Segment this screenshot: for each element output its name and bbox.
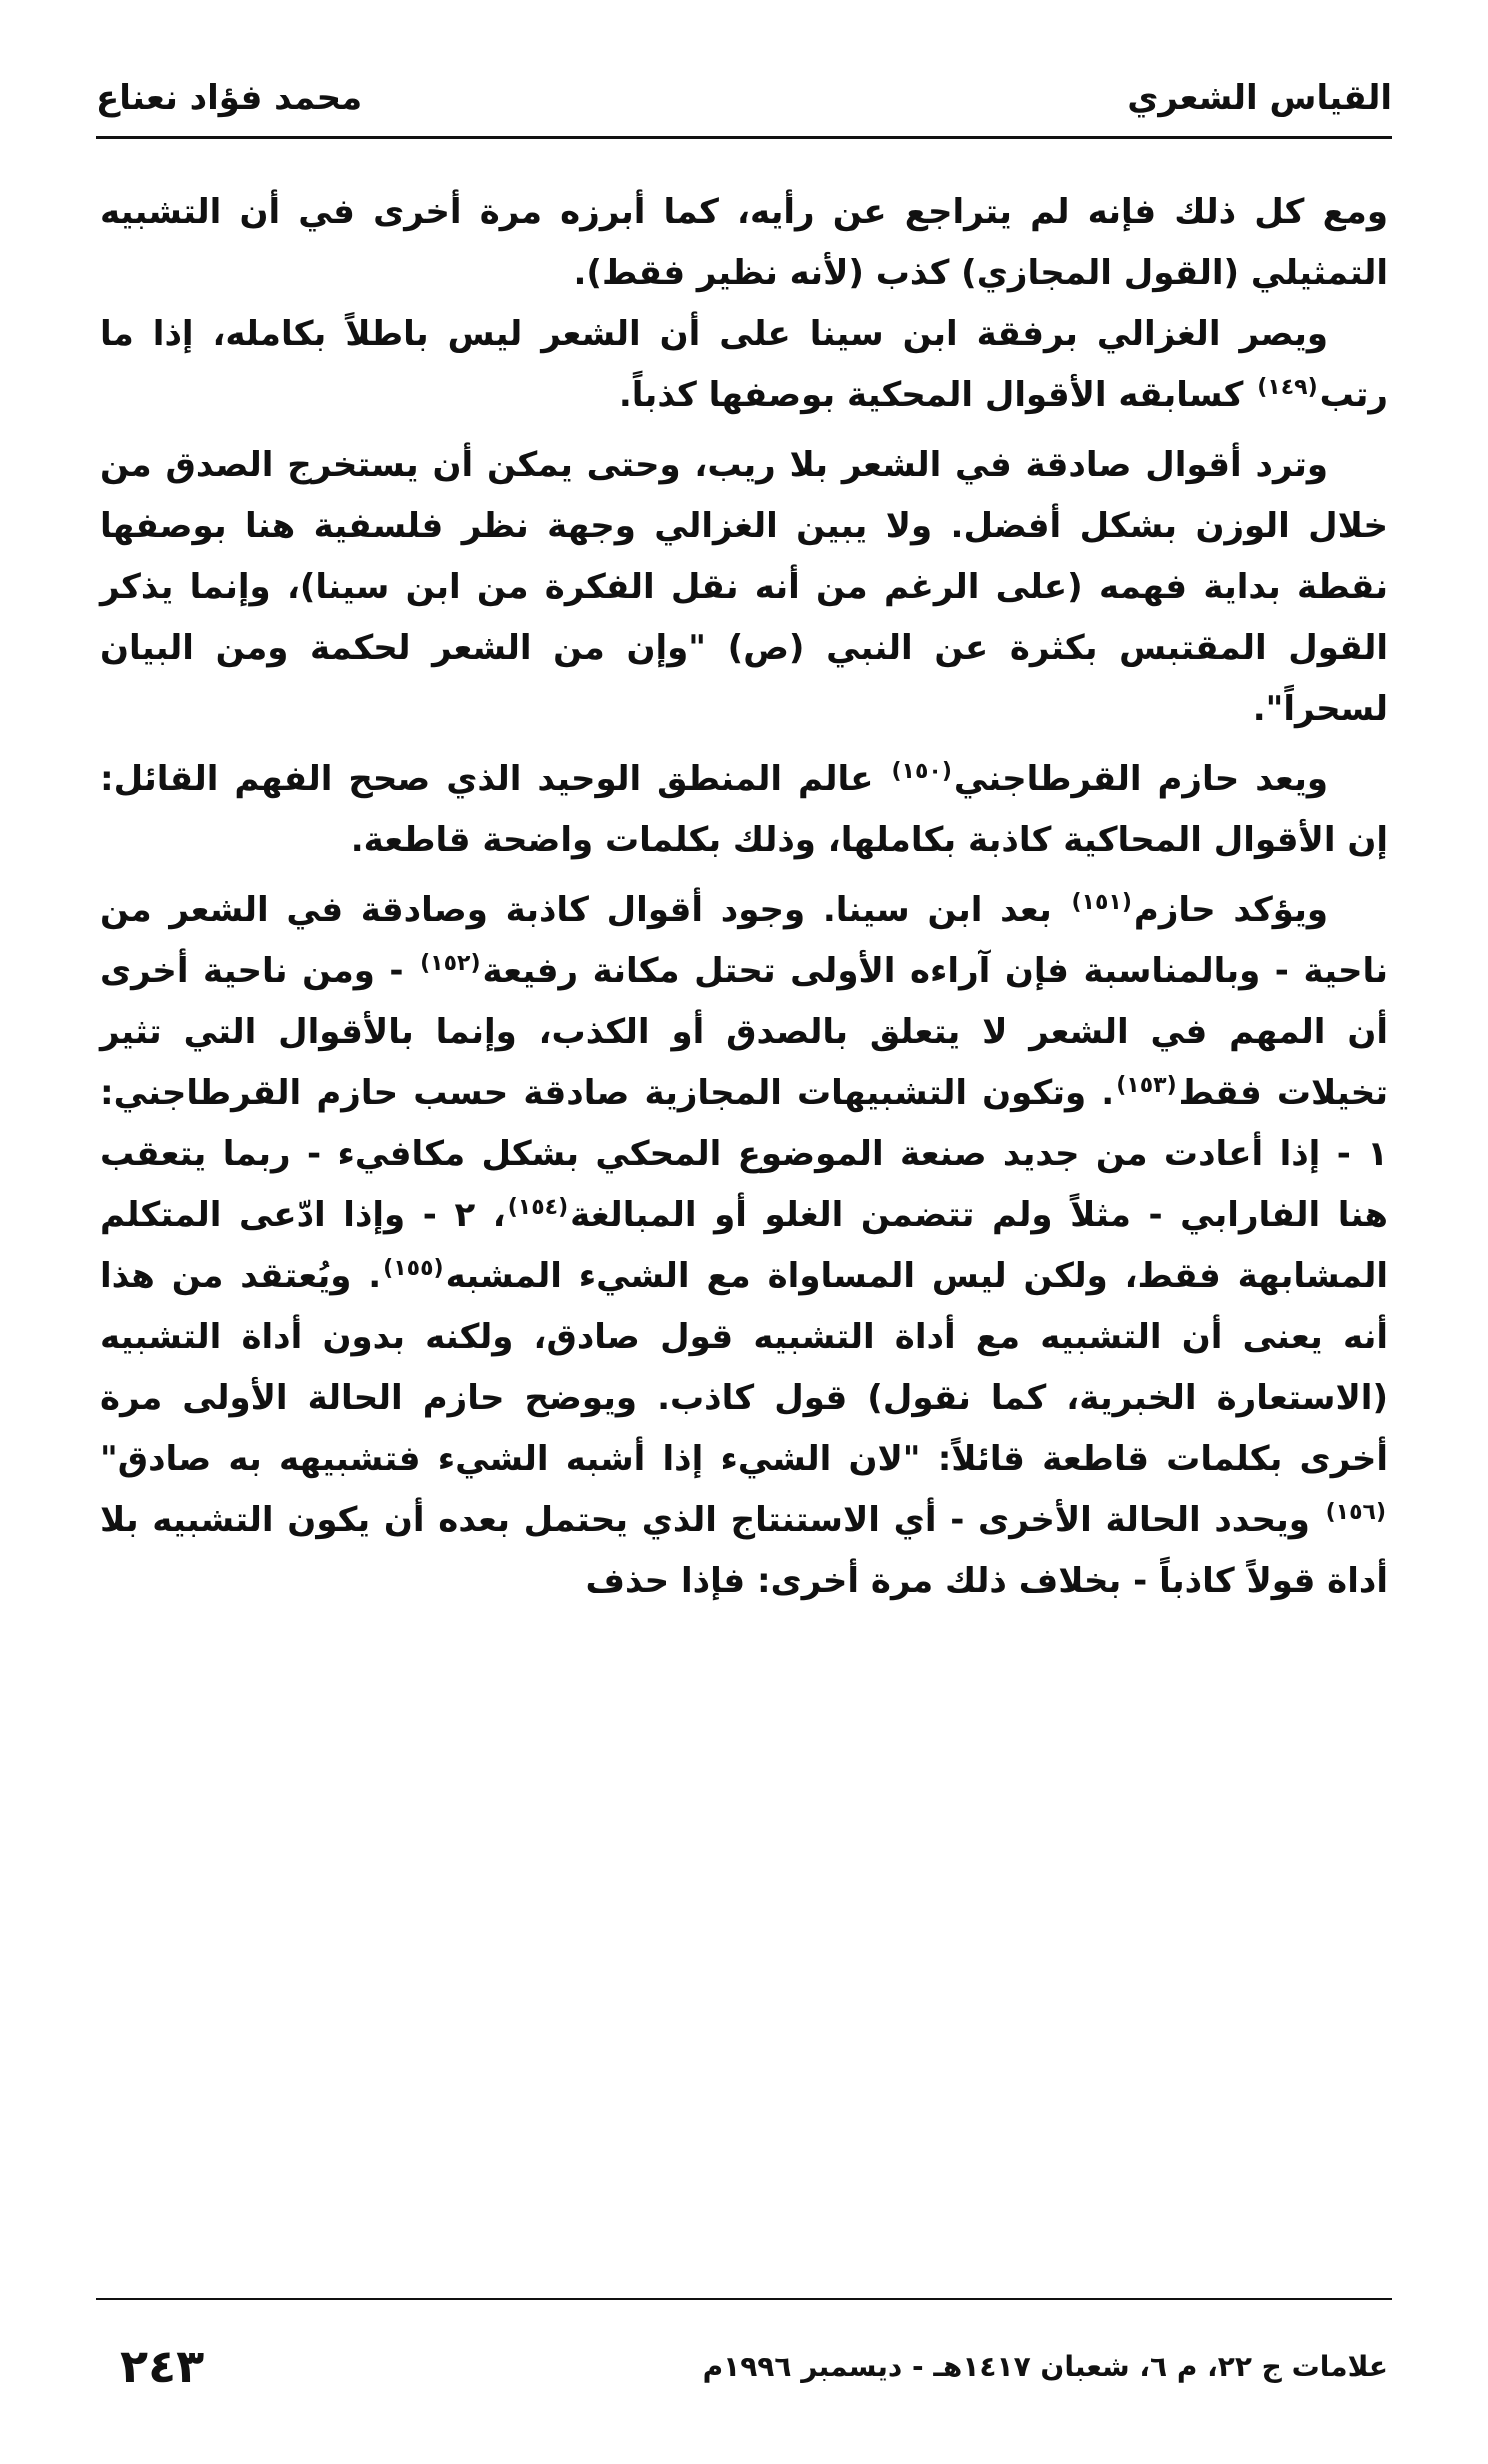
paragraph-4 xyxy=(100,749,1388,871)
footnote-ref-156[interactable]: (١٥٦) xyxy=(1325,1499,1386,1525)
running-header xyxy=(96,62,1392,134)
paragraph-5-text-5: ، ٢ - وإذا ادّعى المتكلم المشابهة فقط، ولكن ليس المساواة مع الشيء المشبه xyxy=(100,1195,1388,1296)
paragraph-5-text-1: ويؤكد حازم xyxy=(1133,890,1329,930)
page-number: ٢٤٣ xyxy=(120,2339,205,2393)
paragraph-5-text-3: - ومن ناحية أخرى أن المهم في الشعر لا يتعلق بالصدق أو الكذب، وإنما بالأقوال التي تثير تخيلات فقط xyxy=(100,951,1389,1113)
journal-info: علامات ج ٢٢، م ٦، شعبان ١٤١٧هـ - ديسمبر ١٩٩٦م xyxy=(702,2349,1388,2383)
body-text xyxy=(100,182,1388,1612)
paragraph-5-text-4: . وتكون التشبيهات المجازية صادقة حسب حازم القرطاجني: ١ - إذا أعادت من جديد صنعة الموضوع المحكي بشكل مكافيء - ربما يتعقب هنا الفارابي - مثلاً ولم تتضمن الغلو أو المبالغة xyxy=(100,1073,1388,1235)
footnote-ref-155[interactable]: (١٥٥) xyxy=(383,1255,444,1281)
paragraph-4-text-a: ويعد حازم القرطاجني xyxy=(953,759,1328,799)
paragraph-2-text-a: ويصر الغزالي برفقة ابن سينا على أن الشعر ليس باطلاً بكامله، إذا ما رتب xyxy=(100,314,1388,415)
footnote-ref-152[interactable]: (١٥٢) xyxy=(420,950,481,976)
footnote-ref-154[interactable]: (١٥٤) xyxy=(507,1194,569,1220)
paragraph-2 xyxy=(100,304,1388,426)
page-footer xyxy=(100,2336,1388,2396)
paragraph-5 xyxy=(100,880,1388,1612)
paragraph-1: ومع كل ذلك فإنه لم يتراجع عن رأيه، كما أبرزه مرة أخرى في أن التشبيه التمثيلي (القول المجازي) كذب (لأنه نظير فقط). xyxy=(100,192,1388,293)
footnote-ref-153[interactable]: (١٥٣) xyxy=(1116,1072,1177,1098)
paragraph-3: وترد أقوال صادقة في الشعر بلا ريب، وحتى يمكن أن يستخرج الصدق من خلال الوزن بشكل أفضل. ولا يبين الغزالي وجهة نظر فلسفية هنا بوصفها نقطة بداية فهمه (على الرغم من أنه نقل الفكرة من ابن سينا)، وإنما يذكر القول المقتبس بكثرة عن النبي (ص) "وإن من الشعر لحكمة ومن البيان لسحراً". xyxy=(100,445,1388,729)
footnote-ref-151[interactable]: (١٥١) xyxy=(1071,889,1132,915)
footnote-ref-149[interactable]: (١٤٩) xyxy=(1257,374,1318,400)
running-title: القياس الشعري xyxy=(1127,78,1392,118)
paragraph-2-text-b: كسابقه الأقوال المحكية بوصفها كذباً. xyxy=(618,375,1256,415)
paragraph-4-text-b: عالم المنطق الوحيد الذي صحح الفهم القائل: إن الأقوال المحاكية كاذبة بكاملها، وذلك بكلمات واضحة قاطعة. xyxy=(100,759,1388,860)
header-divider xyxy=(96,136,1392,139)
paragraph-5-text-2: بعد ابن سينا. وجود أقوال كاذبة وصادقة في الشعر من ناحية - وبالمناسبة فإن آراءه الأولى تحتل مكانة رفيعة xyxy=(100,890,1388,991)
author-name: محمد فؤاد نعناع xyxy=(96,78,363,118)
paragraph-5-text-7: ويحدد الحالة الأخرى - أي الاستنتاج الذي يحتمل بعده أن يكون التشبيه بلا أداة قولاً كاذباً - بخلاف ذلك مرة أخرى: فإذا حذف xyxy=(100,1500,1388,1601)
footnote-ref-150[interactable]: (١٥٠) xyxy=(891,758,952,784)
footer-divider xyxy=(96,2298,1392,2300)
paragraph-5-text-6: . ويُعتقد من هذا أنه يعنى أن التشبيه مع أداة التشبيه قول صادق، ولكنه بدون أداة التشبيه (الاستعارة الخبرية، كما نقول) قول كاذب. ويوضح حازم الحالة الأولى مرة أخرى بكلمات قاطعة قائلاً: "لان الشيء إذا أشبه الشيء فتشبيهه به صادق" xyxy=(100,1256,1388,1479)
